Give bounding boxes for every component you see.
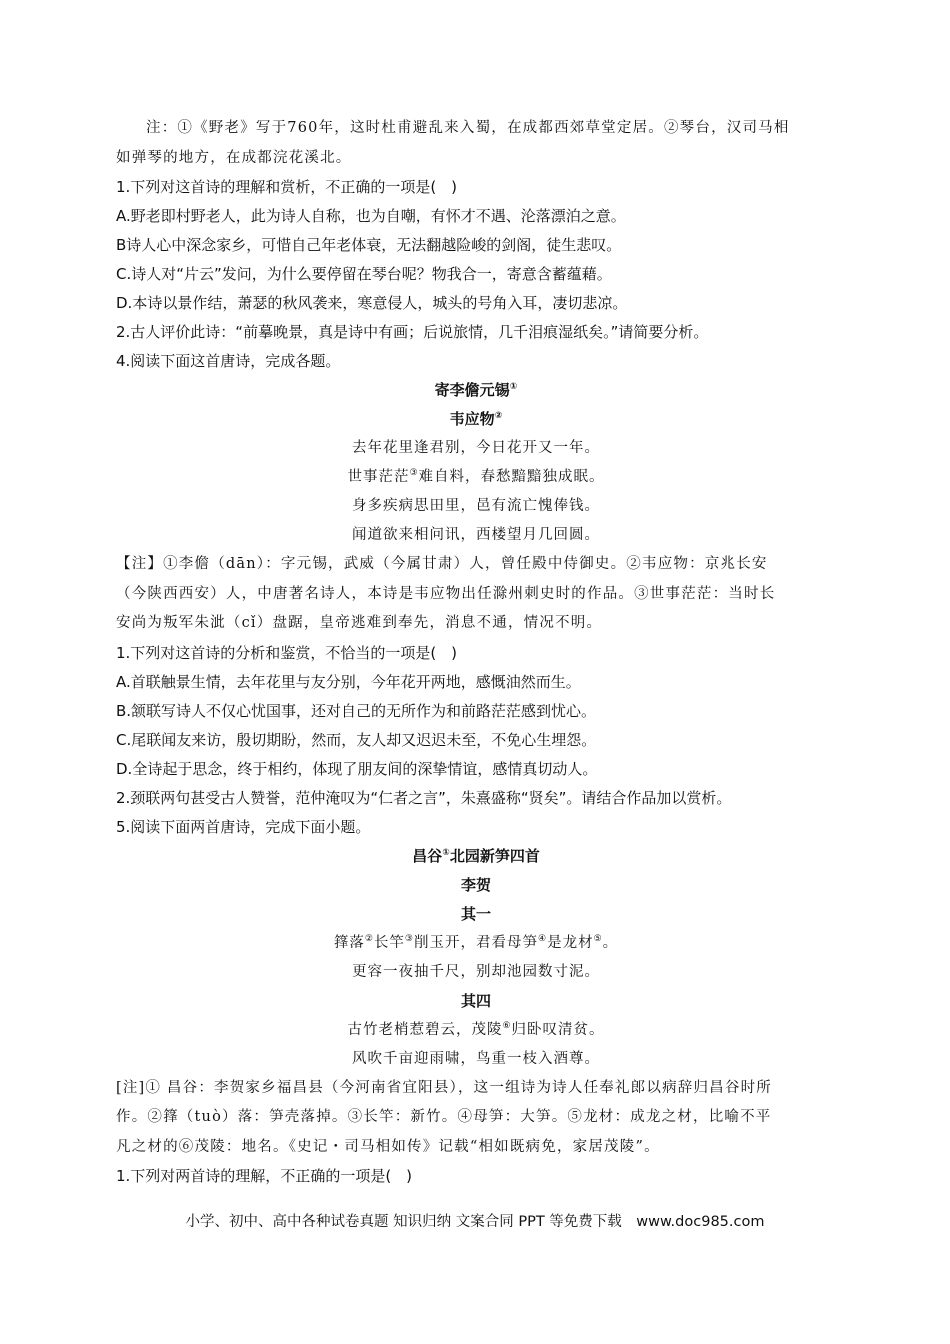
poem-line: 风吹千亩迎雨啸，鸟重一枝入酒尊。 [352, 1050, 600, 1067]
note-line: [注]① 昌谷：李贺家乡福昌县（今河南省宜阳县），这一组诗为诗人任奉礼郎以病辞归昌谷时所 [116, 1079, 772, 1096]
option-a: A.首联触景生情，去年花里与友分别，今年花开两地，感慨油然而生。 [116, 672, 581, 691]
question-intro: 5.阅读下面两首唐诗，完成下面小题。 [116, 817, 371, 836]
document-body [116, 114, 836, 1191]
poem-line: 去年花里逢君别，今日花开又一年。 [352, 440, 600, 456]
option-d: D.全诗起于思念，终于相约，体现了朋友间的深挚情谊，感情真切动人。 [116, 759, 598, 778]
poem-line: 古竹老梢惹碧云，茂陵⑥归卧叹清贫。 [347, 1020, 605, 1038]
poem-line: 箨落②长竿③削玉开，君看母笋④是龙材⑤。 [333, 933, 619, 951]
note-line: 如弹琴的地方，在成都浣花溪北。 [116, 149, 352, 166]
poem-line: 世事茫茫③难自料，春愁黯黯独成眠。 [347, 468, 605, 485]
question: 2.颈联两句甚受古人赞誉，范仲淹叹为“仁者之言”，朱熹盛称“贤矣”。请结合作品加以赏析。 [116, 788, 732, 807]
option-a: A.野老即村野老人，此为诗人自称，也为自嘲，有怀才不遇、沦落漂泊之意。 [116, 207, 626, 225]
option-b: B.颔联写诗人不仅心忧国事，还对自己的无所作为和前路茫茫感到忧心。 [116, 701, 597, 720]
note-line: 【注】①李儋（dān）：字元锡，武威（今属甘肃）人，曾任殿中侍御史。②韦应物：京兆长安 [116, 556, 768, 572]
poem-subtitle: 其四 [460, 991, 491, 1010]
option-d: D.本诗以景作结，萧瑟的秋风袭来，寒意侵人，城头的号角入耳，凄切悲凉。 [116, 294, 628, 312]
option-c: C.诗人对“片云”发问，为什么要停留在琴台呢？物我合一，寄意含蓄蕴藉。 [116, 265, 612, 283]
poem-subtitle: 其一 [460, 904, 491, 923]
poem-author: 李贺 [460, 875, 491, 894]
question: 2.古人评价此诗：“前摹晚景，真是诗中有画；后说旅情，几千泪痕湿纸矣。”请简要分析。 [116, 323, 709, 341]
poem-line: 闻道欲来相问讯，西楼望月几回圆。 [352, 527, 600, 543]
note-line: （今陕西西安）人，中唐著名诗人，本诗是韦应物出任滁州刺史时的作品。③世事茫茫：当时长 [116, 585, 776, 602]
question: 1.下列对这首诗的分析和鉴赏，不恰当的一项是( ) [116, 643, 458, 662]
poem-line: 身多疾病思田里，邑有流亡愧俸钱。 [352, 498, 600, 514]
question-intro: 4.阅读下面这首唐诗，完成各题。 [116, 352, 341, 370]
note-line: 作。②箨（tuò）落：笋壳落掉。③长竿：新竹。④母笋：大笋。⑤龙材：成龙之材，比喻不平 [116, 1109, 772, 1125]
note-line: 凡之材的⑥茂陵：地名。《史记・司马相如传》记载“相如既病免，家居茂陵”。 [116, 1138, 660, 1155]
note-line: 安尚为叛军朱泚（cǐ）盘踞，皇帝逃难到奉先，消息不通，情况不明。 [116, 615, 603, 631]
question: 1.下列对两首诗的理解，不正确的一项是( ) [116, 1167, 413, 1185]
poem-line: 更容一夜抽千尺，别却池园数寸泥。 [352, 963, 600, 980]
poem-title: 昌谷①北园新笋四首 [412, 846, 540, 865]
poem-author: 韦应物② [449, 410, 503, 428]
question: 1.下列对这首诗的理解和赏析，不正确的一项是( ) [116, 178, 458, 196]
poem-title: 寄李儋元锡① [434, 381, 518, 399]
page-footer: 小学、初中、高中各种试卷真题 知识归纳 文案合同 PPT 等免费下载 www.doc985.com [185, 1214, 765, 1230]
option-c: C.尾联闻友来访，殷切期盼，然而，友人却又迟迟未至，不免心生埋怨。 [116, 730, 597, 749]
option-b: B诗人心中深念家乡，可惜自己年老体衰，无法翻越险峻的剑阁，徒生悲叹。 [116, 236, 622, 254]
note-line: 注：①《野老》写于760年，这时杜甫避乱来入蜀，在成都西郊草堂定居。②琴台，汉司马相 [146, 120, 790, 136]
